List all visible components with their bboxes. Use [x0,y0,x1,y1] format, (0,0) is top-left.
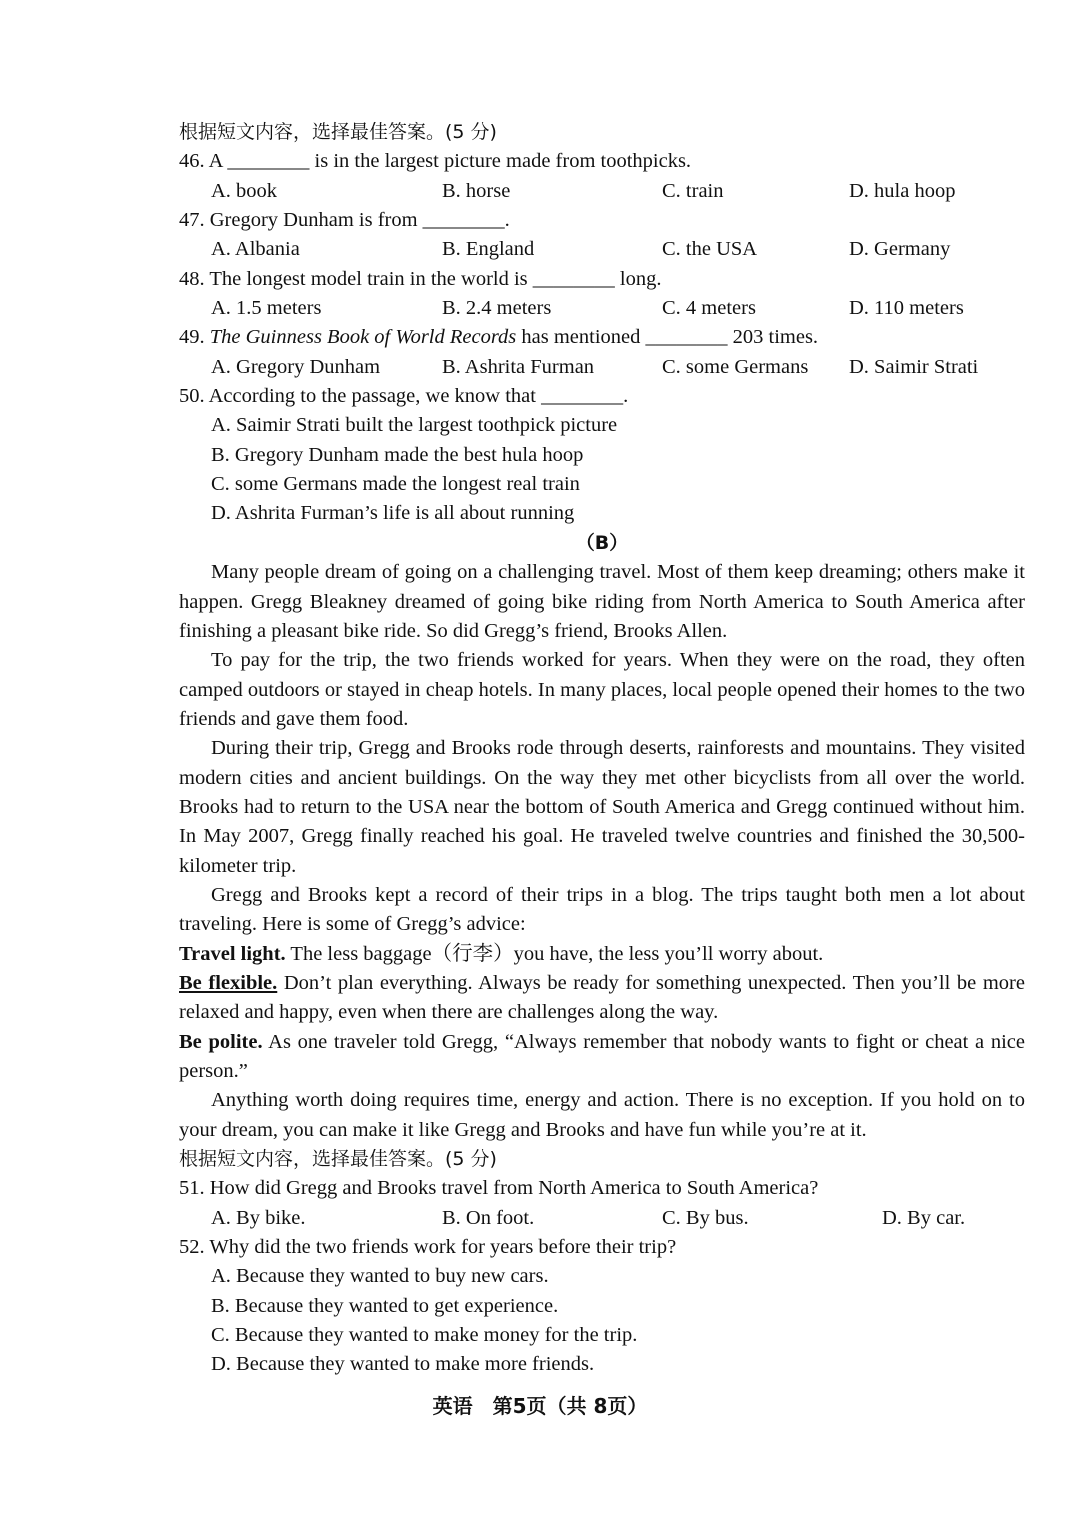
question-49-stem [179,323,1025,352]
passage-paragraph-4: Gregg and Brooks kept a record of their trips in a blog. The trips taught both men a lot about traveling. Here is some of Gregg’s advice: [179,883,1025,936]
passage-paragraph-5: Anything worth doing requires time, energy and action. There is no exception. If you hold on to your dream, you can make it like Gregg and Brooks and have fun while you’re at it. [179,1089,1025,1141]
section-instruction: 根据短文内容，选择最佳答案。(5 分) [179,121,497,143]
advice-travel-light [179,940,1025,969]
advice-text: As one traveler told Gregg, “Always remember that nobody wants to fight or cheat a nice person.” [179,1030,1025,1082]
option-a: A. Because they wanted to buy new cars. [211,1265,549,1288]
question-51-options [179,1204,1025,1233]
advice-title: Be flexible. [179,971,278,994]
passage-heading: （B） [575,531,629,554]
passage-paragraph-1: Many people dream of going on a challenging travel. Most of them keep dreaming; others make it happen. Gregg Bleakney dreamed of going bike riding from North America to South America after finishing a pleasant bike ride. So did Gregg’s friend, Brooks Allen. [179,561,1025,642]
option-a: A. Albania [211,238,300,261]
q49-book-title: The Guinness Book of World Records [209,326,517,349]
q49-suffix: has mentioned ________ 203 times. [516,326,819,349]
option-b: B. On foot. [442,1206,535,1229]
question-50-stem: 50. According to the passage, we know that ________. [179,385,629,408]
option-b: B. Ashrita Furman [442,355,595,378]
option-c: C. Because they wanted to make money for the trip. [211,1324,638,1347]
option-c: C. 4 meters [662,297,756,320]
q49-prefix: 49. [179,326,210,349]
option-b: B. England [442,238,535,261]
option-d: D. Saimir Strati [849,355,979,378]
option-a: A. Gregory Dunham [211,355,381,378]
question-48-stem: 48. The longest model train in the world is ________ long. [179,267,662,290]
question-52-stem: 52. Why did the two friends work for years before their trip? [179,1236,677,1259]
advice-text: The less baggage（行李）you have, the less you’ll worry about. [285,942,824,965]
option-b: B. 2.4 meters [442,297,552,320]
option-a: A. book [211,179,278,202]
advice-title: Travel light. [179,942,286,965]
option-d: D. Because they wanted to make more friends. [211,1353,595,1376]
option-d: D. Germany [849,238,951,261]
advice-be-polite [179,1028,1025,1087]
question-46-options [179,177,1025,206]
exam-page [179,118,1025,1380]
question-46-stem: 46. A ________ is in the largest picture made from toothpicks. [179,150,692,173]
section-instruction: 根据短文内容，选择最佳答案。(5 分) [179,1148,497,1171]
option-d: D. By car. [882,1206,966,1229]
option-b: B. Because they wanted to get experience. [211,1294,559,1317]
option-a: A. 1.5 meters [211,297,322,320]
question-47-options [179,235,1025,264]
option-c: C. the USA [662,238,758,261]
option-c: C. train [662,179,724,202]
advice-title: Be polite. [179,1030,263,1053]
question-49-options [179,353,1025,382]
option-c: C. some Germans [662,355,809,378]
option-d: D. hula hoop [849,179,956,202]
option-c: C. some Germans made the longest real train [211,473,580,496]
passage-paragraph-3: During their trip, Gregg and Brooks rode through deserts, rainforests and mountains. They visited modern cities and ancient buildings. On the way they met other bicyclists from all over the world. Brooks had to return to the USA near the bottom of South America and Gregg continued without him. In May 2007, Gregg finally reached his goal. He traveled twelve countries and finished the 30,500-kilometer trip. [179,737,1025,877]
option-b: B. horse [442,179,511,202]
advice-be-flexible [179,969,1025,1028]
passage-paragraph-2: To pay for the trip, the two friends worked for years. When they were on the road, they often camped outdoors or stayed in cheap hotels. In many places, local people opened their homes to the two friends and gave them food. [179,649,1025,730]
option-d: D. 110 meters [849,297,964,320]
option-d: D. Ashrita Furman’s life is all about running [211,502,575,525]
question-48-options [179,294,1025,323]
option-a: A. Saimir Strati built the largest toothpick picture [211,414,618,437]
option-c: C. By bus. [662,1206,749,1229]
option-a: A. By bike. [211,1206,306,1229]
advice-text: Don’t plan everything. Always be ready for something unexpected. Then you’ll be more relaxed and happy, even when there are challenges along the way. [179,971,1025,1024]
question-47-stem: 47. Gregory Dunham is from ________. [179,209,510,232]
question-51-stem: 51. How did Gregg and Brooks travel from North America to South America? [179,1177,819,1200]
option-b: B. Gregory Dunham made the best hula hoop [211,443,584,466]
page-footer: 英语 第5页（共 8页） [432,1394,648,1418]
